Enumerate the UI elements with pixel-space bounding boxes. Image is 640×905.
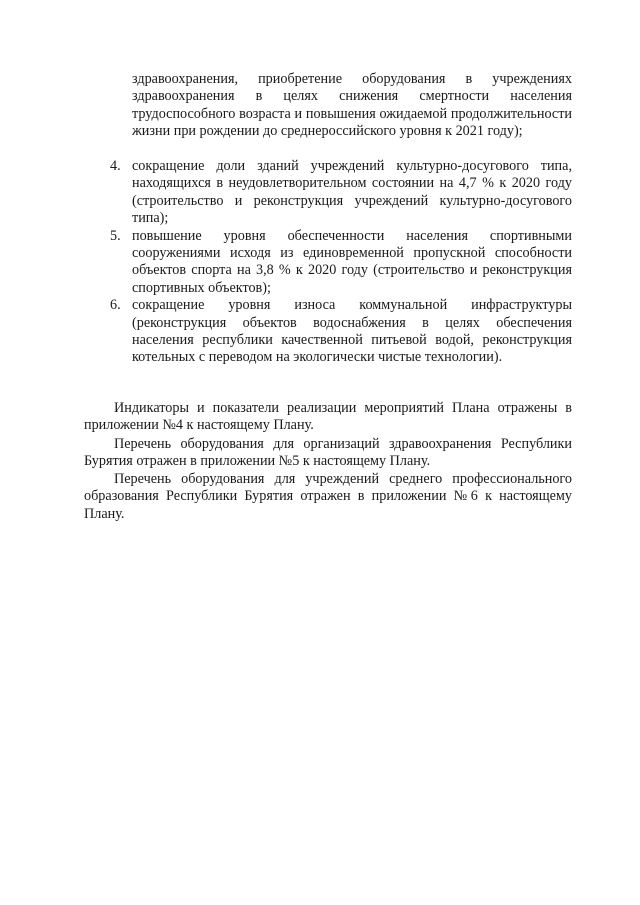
continuation-paragraph: здравоохранения, приобретение оборудования в учреждениях здравоохранения в целях снижения смертности населения трудоспособного возраста и повышения ожидаемой продолжительности жизни при рождении до среднероссийского уровня к 2021 году); bbox=[132, 71, 572, 140]
list-item-text: повышение уровня обеспеченности населения спортивными сооружениями исходя из единовременной пропускной способности объектов спорта на 3,8 % к 2020 году (строительство и реконструкция спортивных объектов); bbox=[132, 227, 572, 296]
list-item-text: сокращение уровня износа коммунальной инфраструктуры (реконструкция объектов водоснабжения в целях обеспечения населения республики качественной питьевой водой, реконструкция котельных с переводом на экологически чистые технологии). bbox=[132, 297, 572, 366]
list-item-number: 6. bbox=[110, 297, 121, 314]
list-item-number: 4. bbox=[110, 158, 121, 174]
paragraph-healthcare-equipment: Перечень оборудования для организаций здравоохранения Республики Бурятия отражен в приложении №5 к настоящему Плану. bbox=[84, 436, 572, 470]
list-item bbox=[110, 158, 572, 228]
paragraph-indicators: Индикаторы и показатели реализации мероприятий Плана отражены в приложении №4 к настоящему Плану. bbox=[84, 400, 572, 434]
list-item-text: сокращение доли зданий учреждений культурно-досугового типа, находящихся в неудовлетворительном состоянии на 4,7 % к 2020 году (строительство и реконструкция учреждений культурно-досугового типа); bbox=[132, 158, 572, 227]
list-item-number: 5. bbox=[110, 227, 121, 244]
list-item bbox=[110, 297, 572, 367]
numbered-list bbox=[110, 158, 572, 367]
list-item bbox=[110, 228, 572, 298]
paragraph-education-equipment: Перечень оборудования для учреждений среднего профессионального образования Республики Бурятия отражен в приложении №6 к настоящему Плану. bbox=[84, 471, 572, 522]
